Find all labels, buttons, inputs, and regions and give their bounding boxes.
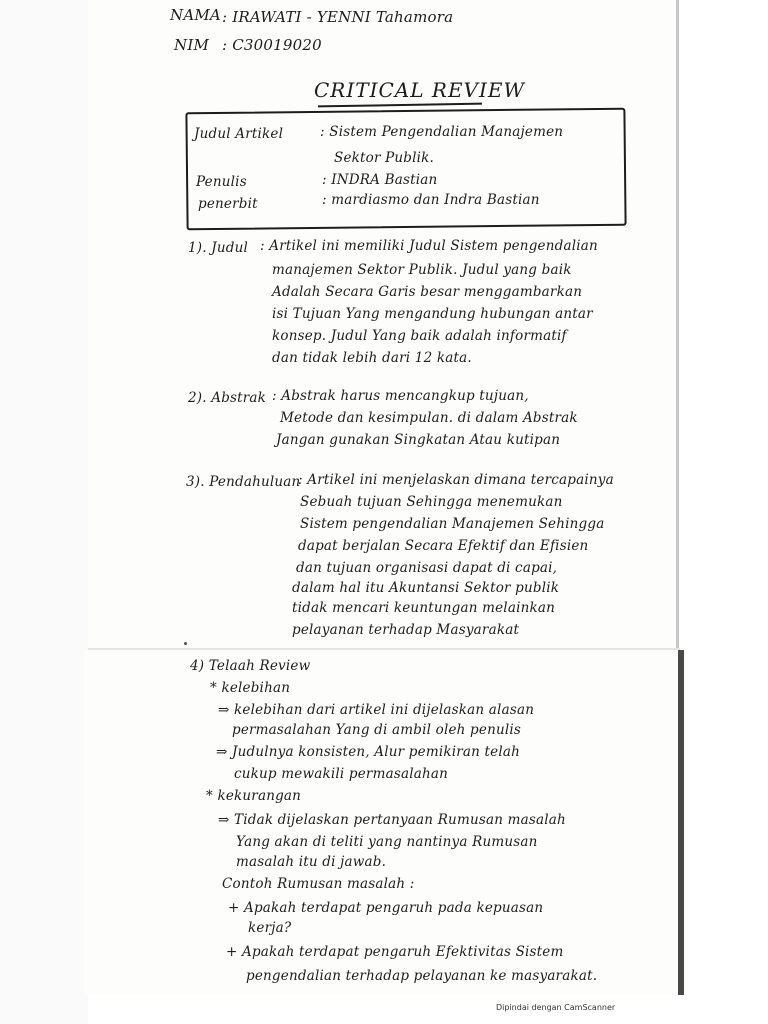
paper-edge [88, 648, 680, 650]
kelebihan-line: ⇒ Judulnya konsisten, Alur pemikiran telah [216, 744, 521, 760]
penerbit-value: : mardiasmo dan Indra Bastian [322, 192, 540, 208]
paper-shadow-edge [678, 650, 684, 995]
section-2-line: Jangan gunakan Singkatan Atau kutipan [276, 432, 561, 448]
section-2-label: 2). Abstrak [188, 390, 267, 406]
kekurangan-line: ⇒ Tidak dijelaskan pertanyaan Rumusan masalah [218, 812, 566, 828]
contoh-line: pengendalian terhadap pelayanan ke masyarakat. [246, 968, 598, 984]
kekurangan-label: * kekurangan [206, 788, 302, 804]
section-3-label: 3). Pendahuluan [186, 474, 301, 490]
section-2-line: Metode dan kesimpulan. di dalam Abstrak [280, 410, 578, 426]
judul-value: : Sistem Pengendalian Manajemen [320, 124, 564, 140]
section-1-line: Adalah Secara Garis besar menggambarkan [272, 284, 583, 300]
section-1-line: : Artikel ini memiliki Judul Sistem pengendalian [260, 238, 598, 254]
penulis-value: : INDRA Bastian [322, 172, 438, 188]
page-title: CRITICAL REVIEW [314, 78, 526, 102]
nim-label: NIM [174, 36, 210, 54]
section-1-line: isi Tujuan Yang mengandung hubungan antar [272, 306, 593, 322]
section-3-line: dapat berjalan Secara Efektif dan Efisien [298, 538, 589, 554]
section-3-line: pelayanan terhadap Masyarakat [292, 622, 520, 638]
scanner-watermark: Dipindai dengan CamScanner [496, 1003, 616, 1012]
judul-value-cont: Sektor Publik. [334, 150, 435, 166]
contoh-line: + Apakah terdapat pengaruh Efektivitas Sistem [226, 944, 564, 960]
section-4-label: 4) Telaah Review [190, 658, 311, 674]
ink-dot [184, 642, 187, 645]
section-3-line: Sistem pengendalian Manajemen Sehingga [300, 516, 605, 532]
section-3-line: dalam hal itu Akuntansi Sektor publik [292, 580, 560, 596]
section-1-line: konsep. Judul Yang baik adalah informatif [272, 328, 567, 344]
kelebihan-line: permasalahan Yang di ambil oleh penulis [232, 722, 522, 738]
penulis-label: Penulis [196, 174, 247, 190]
paper-shadow-edge [676, 0, 679, 648]
penerbit-label: penerbit [198, 196, 258, 212]
section-2-line: : Abstrak harus mencangkup tujuan, [272, 388, 529, 404]
section-3-line: tidak mencari keuntungan melainkan [292, 600, 556, 616]
section-3-line: Sebuah tujuan Sehingga menemukan [300, 494, 563, 510]
section-1-line: manajemen Sektor Publik. Judul yang baik [272, 262, 572, 278]
scan-background [0, 0, 88, 1024]
section-3-line: : Artikel ini menjelaskan dimana tercapainya [298, 472, 614, 488]
judul-label: Judul Artikel [194, 126, 284, 142]
kekurangan-line: masalah itu di jawab. [236, 854, 387, 870]
kelebihan-line: ⇒ kelebihan dari artikel ini dijelaskan alasan [218, 702, 535, 718]
contoh-label: Contoh Rumusan masalah : [222, 876, 415, 892]
contoh-line: kerja? [248, 920, 292, 936]
nama-value: : IRAWATI - YENNI Tahamora [222, 8, 454, 26]
section-1-line: dan tidak lebih dari 12 kata. [272, 350, 472, 366]
nama-label: NAMA [170, 6, 221, 24]
section-1-label: 1). Judul [188, 240, 248, 256]
nim-value: : C30019020 [222, 36, 322, 54]
section-3-line: dan tujuan organisasi dapat di capai, [296, 560, 558, 576]
contoh-line: + Apakah terdapat pengaruh pada kepuasan [228, 900, 544, 916]
kelebihan-label: * kelebihan [210, 680, 291, 696]
kelebihan-line: cukup mewakili permasalahan [234, 766, 448, 782]
kekurangan-line: Yang akan di teliti yang nantinya Rumusan [236, 834, 538, 850]
